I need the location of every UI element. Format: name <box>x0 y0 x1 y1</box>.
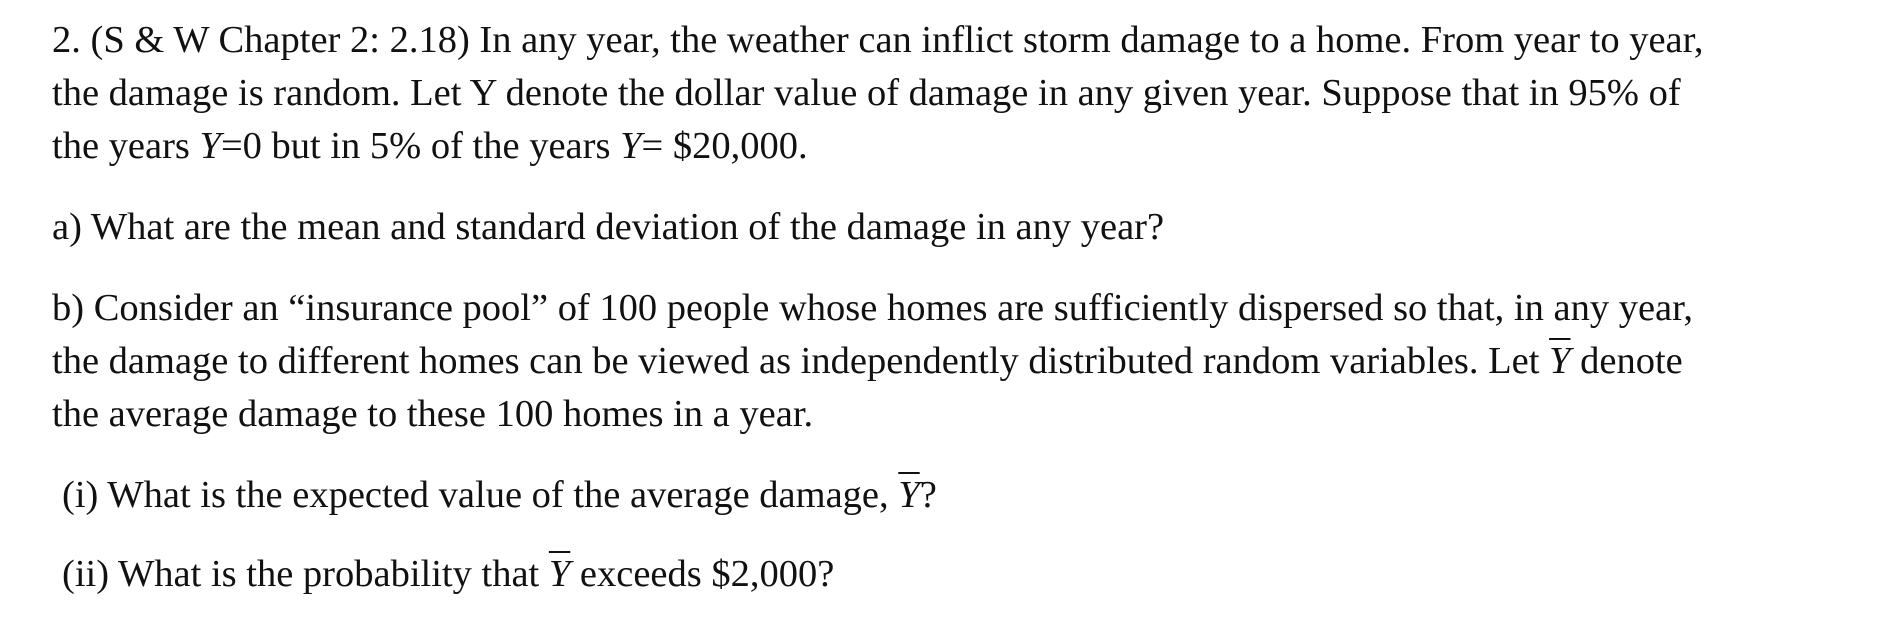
part-ii-post: exceeds $2,000? <box>570 553 835 595</box>
part-ii-line <box>62 548 1852 601</box>
part-i-line <box>62 469 1852 522</box>
part-b-line-2-pre: the damage to different homes can be viewed as independently distributed random variables. Let <box>52 340 1550 382</box>
part-b-line-2-post: denote <box>1570 340 1683 382</box>
variable-y-bar: $\overline{Y}$ <box>548 553 571 595</box>
part-ii-pre: (ii) What is the probability that <box>62 553 549 595</box>
part-i-pre: (i) What is the expected value of the average damage, <box>62 474 899 516</box>
intro-line-3-mid2: = $20,000. <box>641 125 808 167</box>
part-a-question <box>52 201 1852 254</box>
intro-line-1: 2. (S & W Chapter 2: 2.18) In any year, the weather can inflict storm damage to a home. From year to year, <box>52 19 1704 61</box>
variable-y: Y <box>620 125 642 167</box>
problem-document <box>52 14 1852 601</box>
intro-line-3-mid1: =0 but in 5% of the years <box>220 125 621 167</box>
part-i-post: ? <box>919 474 937 516</box>
part-b-line-3: the average damage to these 100 homes in a year. <box>52 393 814 435</box>
part-b-question <box>52 282 1852 441</box>
variable-y: Y <box>199 125 221 167</box>
intro-line-3-pre: the years <box>52 125 200 167</box>
variable-y-bar: $\overline{Y}$ <box>1549 340 1571 382</box>
part-a-text: a) What are the mean and standard deviation of the damage in any year? <box>52 206 1165 248</box>
part-ii-question <box>52 548 1852 601</box>
intro-line-2: the damage is random. Let Y denote the dollar value of damage in any given year. Suppose that in 95% of <box>52 72 1681 114</box>
part-b-line-2 <box>52 335 1852 388</box>
part-b-line-1: b) Consider an “insurance pool” of 100 people whose homes are sufficiently dispersed so that, in any year, <box>52 287 1694 329</box>
intro-line-3 <box>52 120 1852 173</box>
problem-intro <box>52 14 1852 173</box>
part-i-question <box>52 469 1852 522</box>
variable-y-bar: $\overline{Y}$ <box>898 474 920 516</box>
